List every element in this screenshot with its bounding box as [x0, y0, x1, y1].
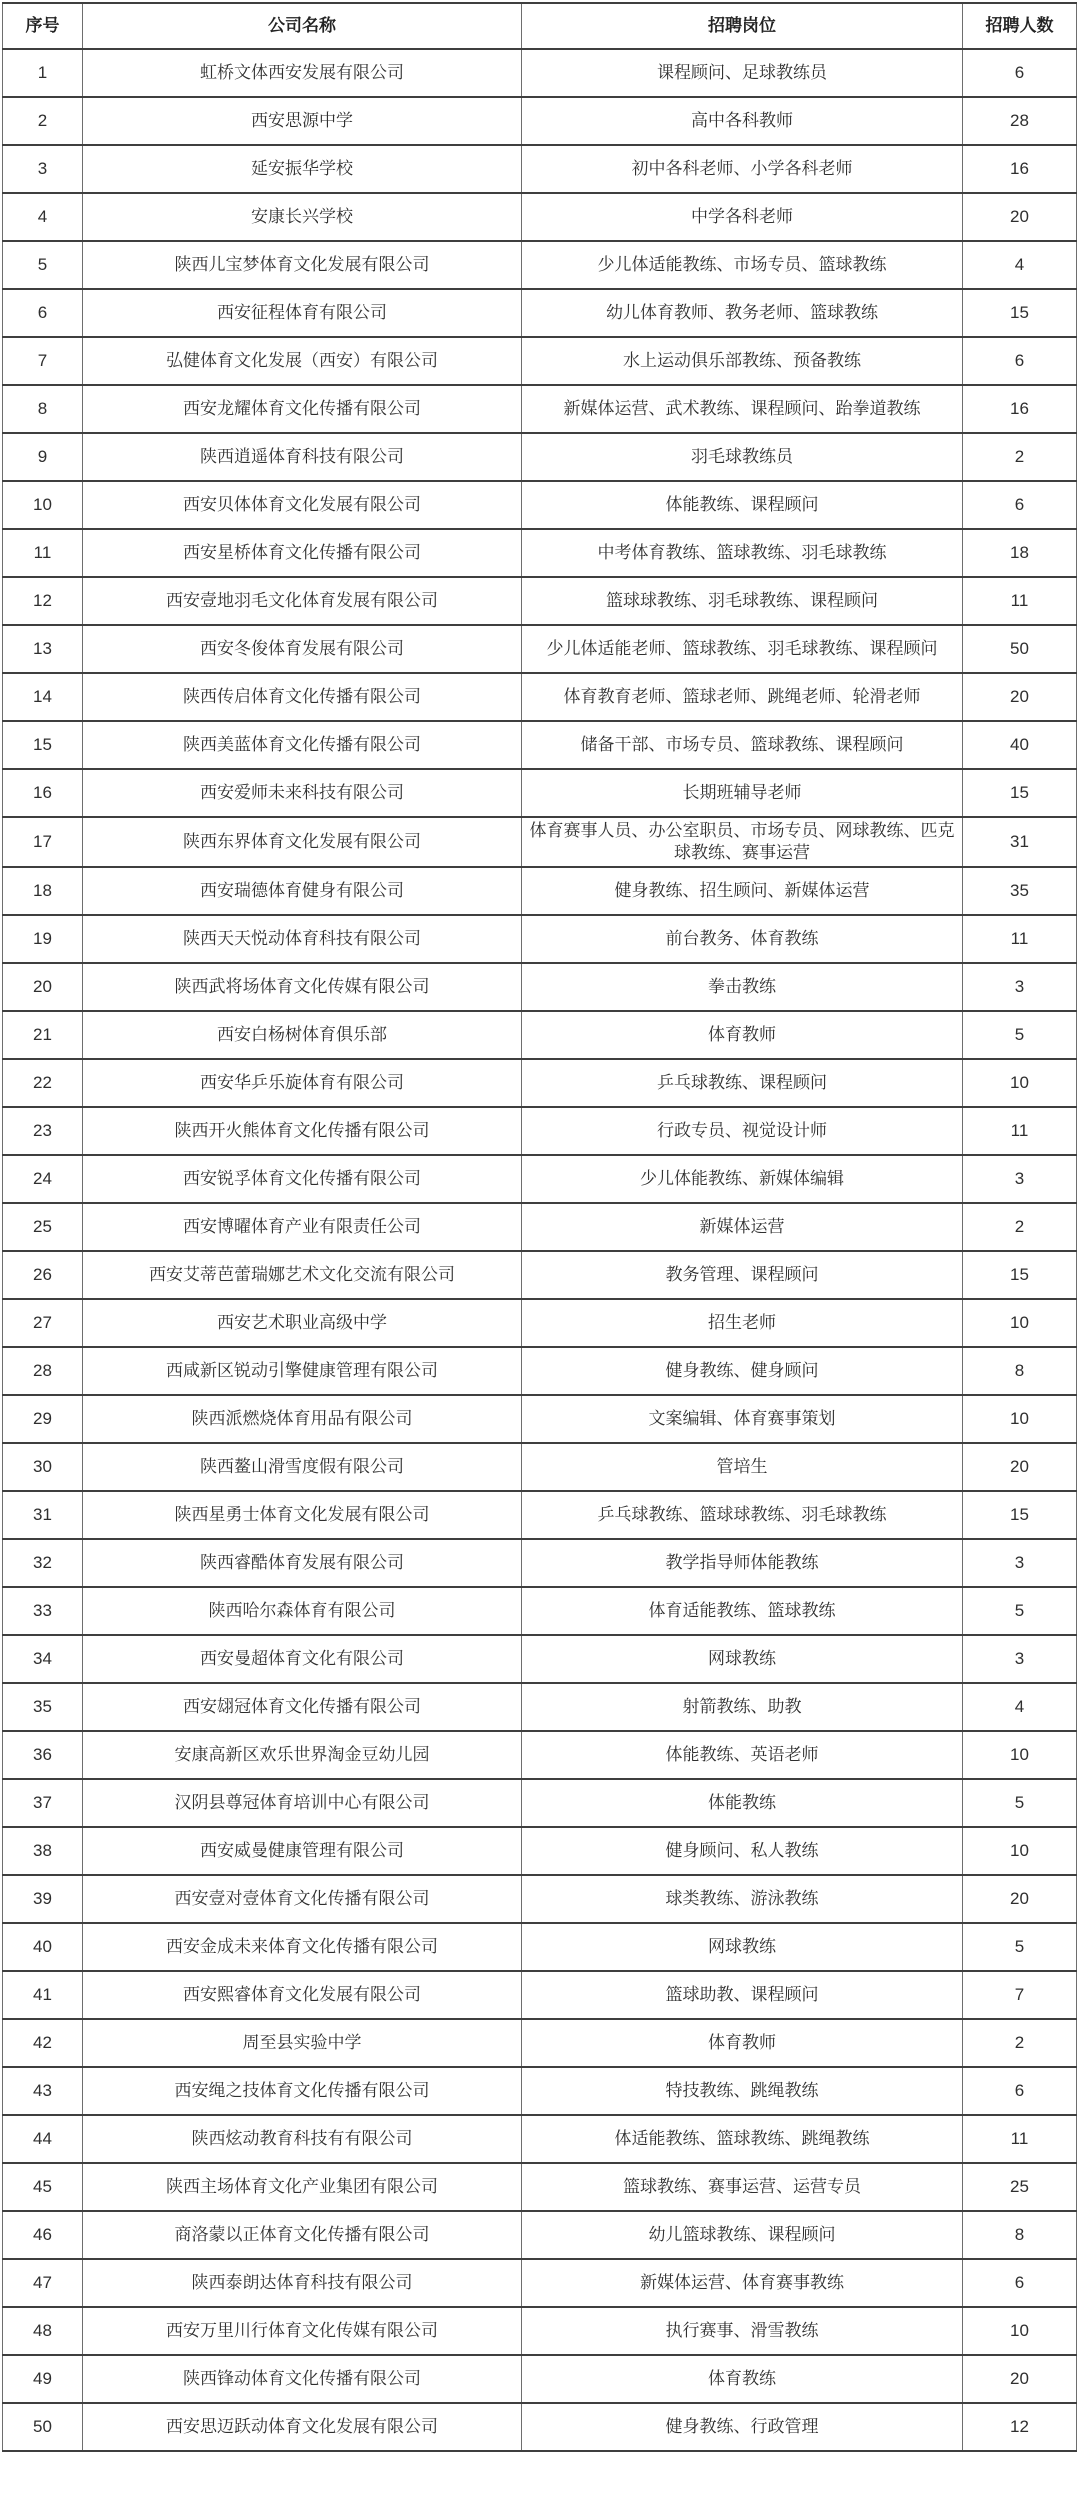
count-cell: 7 [963, 1971, 1077, 2019]
positions-cell: 体能教练 [522, 1779, 963, 1827]
company-cell: 安康长兴学校 [83, 193, 522, 241]
count-cell: 3 [963, 963, 1077, 1011]
count-cell: 16 [963, 385, 1077, 433]
row-number-cell: 48 [3, 2307, 83, 2355]
positions-cell: 健身教练、招生顾问、新媒体运营 [522, 867, 963, 915]
company-cell: 西安白杨树体育俱乐部 [83, 1011, 522, 1059]
positions-cell: 健身教练、健身顾问 [522, 1347, 963, 1395]
count-cell: 28 [963, 97, 1077, 145]
positions-cell: 新媒体运营、体育赛事教练 [522, 2259, 963, 2307]
count-cell: 15 [963, 1251, 1077, 1299]
table-row [3, 1347, 1077, 1395]
count-cell: 15 [963, 769, 1077, 817]
row-number-cell: 44 [3, 2115, 83, 2163]
count-cell: 6 [963, 49, 1077, 97]
company-cell: 周至县实验中学 [83, 2019, 522, 2067]
table-row [3, 867, 1077, 915]
positions-cell: 水上运动俱乐部教练、预备教练 [522, 337, 963, 385]
positions-cell: 乒乓球教练、课程顾问 [522, 1059, 963, 1107]
positions-cell: 网球教练 [522, 1923, 963, 1971]
positions-cell: 储备干部、市场专员、篮球教练、课程顾问 [522, 721, 963, 769]
header-headcount: 招聘人数 [963, 3, 1077, 49]
company-cell: 陕西主场体育文化产业集团有限公司 [83, 2163, 522, 2211]
positions-cell: 行政专员、视觉设计师 [522, 1107, 963, 1155]
count-cell: 11 [963, 577, 1077, 625]
positions-cell: 执行赛事、滑雪教练 [522, 2307, 963, 2355]
company-cell: 西安艾蒂芭蕾瑞娜艺术文化交流有限公司 [83, 1251, 522, 1299]
positions-cell: 篮球教练、赛事运营、运营专员 [522, 2163, 963, 2211]
table-row [3, 817, 1077, 867]
count-cell: 50 [963, 625, 1077, 673]
count-cell: 2 [963, 1203, 1077, 1251]
row-number-cell: 27 [3, 1299, 83, 1347]
row-number-cell: 41 [3, 1971, 83, 2019]
table-row [3, 1443, 1077, 1491]
positions-cell: 健身教练、行政管理 [522, 2403, 963, 2451]
count-cell: 20 [963, 1875, 1077, 1923]
table-row [3, 2211, 1077, 2259]
table-row [3, 337, 1077, 385]
positions-cell: 招生老师 [522, 1299, 963, 1347]
count-cell: 8 [963, 1347, 1077, 1395]
company-cell: 陕西锋动体育文化传播有限公司 [83, 2355, 522, 2403]
company-cell: 西安绳之技体育文化传播有限公司 [83, 2067, 522, 2115]
row-number-cell: 45 [3, 2163, 83, 2211]
table-row [3, 1299, 1077, 1347]
table-row [3, 385, 1077, 433]
row-number-cell: 21 [3, 1011, 83, 1059]
row-number-cell: 5 [3, 241, 83, 289]
table-row [3, 1059, 1077, 1107]
positions-cell: 少儿体适能教练、市场专员、篮球教练 [522, 241, 963, 289]
count-cell: 4 [963, 241, 1077, 289]
company-cell: 陕西派燃烧体育用品有限公司 [83, 1395, 522, 1443]
row-number-cell: 1 [3, 49, 83, 97]
row-number-cell: 6 [3, 289, 83, 337]
row-number-cell: 10 [3, 481, 83, 529]
positions-cell: 中考体育教练、篮球教练、羽毛球教练 [522, 529, 963, 577]
positions-cell: 篮球球教练、羽毛球教练、课程顾问 [522, 577, 963, 625]
company-cell: 西咸新区锐动引擎健康管理有限公司 [83, 1347, 522, 1395]
positions-cell: 羽毛球教练员 [522, 433, 963, 481]
positions-cell: 中学各科老师 [522, 193, 963, 241]
count-cell: 3 [963, 1635, 1077, 1683]
company-cell: 西安星桥体育文化传播有限公司 [83, 529, 522, 577]
table-row [3, 1731, 1077, 1779]
positions-cell: 体育赛事人员、办公室职员、市场专员、网球教练、匹克球教练、赛事运营 [522, 817, 963, 867]
count-cell: 5 [963, 1923, 1077, 1971]
count-cell: 20 [963, 1443, 1077, 1491]
positions-cell: 管培生 [522, 1443, 963, 1491]
row-number-cell: 3 [3, 145, 83, 193]
count-cell: 4 [963, 1683, 1077, 1731]
row-number-cell: 7 [3, 337, 83, 385]
table-row [3, 2163, 1077, 2211]
count-cell: 6 [963, 2259, 1077, 2307]
table-row [3, 1011, 1077, 1059]
positions-cell: 球类教练、游泳教练 [522, 1875, 963, 1923]
recruitment-table-container [2, 2, 1076, 2452]
company-cell: 陕西鳌山滑雪度假有限公司 [83, 1443, 522, 1491]
table-row [3, 2355, 1077, 2403]
count-cell: 8 [963, 2211, 1077, 2259]
positions-cell: 教学指导师体能教练 [522, 1539, 963, 1587]
count-cell: 15 [963, 1491, 1077, 1539]
positions-cell: 射箭教练、助教 [522, 1683, 963, 1731]
row-number-cell: 31 [3, 1491, 83, 1539]
header-row [3, 3, 1077, 49]
row-number-cell: 40 [3, 1923, 83, 1971]
table-row [3, 1155, 1077, 1203]
table-row [3, 577, 1077, 625]
count-cell: 15 [963, 289, 1077, 337]
company-cell: 陕西武将场体育文化传媒有限公司 [83, 963, 522, 1011]
row-number-cell: 16 [3, 769, 83, 817]
count-cell: 2 [963, 2019, 1077, 2067]
company-cell: 西安万里川行体育文化传媒有限公司 [83, 2307, 522, 2355]
positions-cell: 高中各科教师 [522, 97, 963, 145]
table-row [3, 1491, 1077, 1539]
company-cell: 西安壹地羽毛文化体育发展有限公司 [83, 577, 522, 625]
table-row [3, 1539, 1077, 1587]
positions-cell: 体育教育老师、篮球老师、跳绳老师、轮滑老师 [522, 673, 963, 721]
company-cell: 陕西睿酷体育发展有限公司 [83, 1539, 522, 1587]
row-number-cell: 2 [3, 97, 83, 145]
company-cell: 陕西天天悦动体育科技有限公司 [83, 915, 522, 963]
company-cell: 陕西哈尔森体育有限公司 [83, 1587, 522, 1635]
table-row [3, 1395, 1077, 1443]
company-cell: 西安威曼健康管理有限公司 [83, 1827, 522, 1875]
row-number-cell: 13 [3, 625, 83, 673]
company-cell: 弘健体育文化发展（西安）有限公司 [83, 337, 522, 385]
count-cell: 6 [963, 2067, 1077, 2115]
count-cell: 5 [963, 1587, 1077, 1635]
count-cell: 31 [963, 817, 1077, 867]
company-cell: 西安熙睿体育文化发展有限公司 [83, 1971, 522, 2019]
table-row [3, 1827, 1077, 1875]
positions-cell: 新媒体运营、武术教练、课程顾问、跆拳道教练 [522, 385, 963, 433]
table-row [3, 433, 1077, 481]
table-row [3, 1923, 1077, 1971]
positions-cell: 特技教练、跳绳教练 [522, 2067, 963, 2115]
row-number-cell: 25 [3, 1203, 83, 1251]
count-cell: 5 [963, 1779, 1077, 1827]
count-cell: 2 [963, 433, 1077, 481]
table-row [3, 49, 1077, 97]
table-row [3, 2403, 1077, 2451]
row-number-cell: 17 [3, 817, 83, 867]
company-cell: 西安征程体育有限公司 [83, 289, 522, 337]
company-cell: 西安艺术职业高级中学 [83, 1299, 522, 1347]
count-cell: 10 [963, 1299, 1077, 1347]
table-row [3, 625, 1077, 673]
company-cell: 西安思迈跃动体育文化发展有限公司 [83, 2403, 522, 2451]
table-row [3, 2307, 1077, 2355]
table-row [3, 1203, 1077, 1251]
row-number-cell: 36 [3, 1731, 83, 1779]
row-number-cell: 26 [3, 1251, 83, 1299]
count-cell: 3 [963, 1539, 1077, 1587]
table-row [3, 2259, 1077, 2307]
table-row [3, 1635, 1077, 1683]
positions-cell: 体育教练 [522, 2355, 963, 2403]
positions-cell: 体能教练、课程顾问 [522, 481, 963, 529]
positions-cell: 少儿体能教练、新媒体编辑 [522, 1155, 963, 1203]
positions-cell: 体育教师 [522, 2019, 963, 2067]
company-cell: 西安冬俊体育发展有限公司 [83, 625, 522, 673]
row-number-cell: 47 [3, 2259, 83, 2307]
count-cell: 10 [963, 2307, 1077, 2355]
count-cell: 6 [963, 337, 1077, 385]
row-number-cell: 42 [3, 2019, 83, 2067]
company-cell: 西安龙耀体育文化传播有限公司 [83, 385, 522, 433]
row-number-cell: 29 [3, 1395, 83, 1443]
positions-cell: 长期班辅导老师 [522, 769, 963, 817]
count-cell: 25 [963, 2163, 1077, 2211]
company-cell: 安康高新区欢乐世界淘金豆幼儿园 [83, 1731, 522, 1779]
table-row [3, 529, 1077, 577]
count-cell: 35 [963, 867, 1077, 915]
row-number-cell: 24 [3, 1155, 83, 1203]
table-row [3, 963, 1077, 1011]
row-number-cell: 34 [3, 1635, 83, 1683]
table-row [3, 673, 1077, 721]
table-row [3, 145, 1077, 193]
header-serial-number: 序号 [3, 3, 83, 49]
row-number-cell: 38 [3, 1827, 83, 1875]
table-row [3, 2115, 1077, 2163]
table-row [3, 2019, 1077, 2067]
positions-cell: 少儿体适能老师、篮球教练、羽毛球教练、课程顾问 [522, 625, 963, 673]
company-cell: 西安思源中学 [83, 97, 522, 145]
table-header [3, 3, 1077, 49]
company-cell: 陕西炫动教育科技有有限公司 [83, 2115, 522, 2163]
positions-cell: 前台教务、体育教练 [522, 915, 963, 963]
company-cell: 西安锐孚体育文化传播有限公司 [83, 1155, 522, 1203]
row-number-cell: 8 [3, 385, 83, 433]
count-cell: 10 [963, 1395, 1077, 1443]
row-number-cell: 37 [3, 1779, 83, 1827]
table-row [3, 481, 1077, 529]
count-cell: 40 [963, 721, 1077, 769]
positions-cell: 初中各科老师、小学各科老师 [522, 145, 963, 193]
row-number-cell: 33 [3, 1587, 83, 1635]
row-number-cell: 20 [3, 963, 83, 1011]
count-cell: 3 [963, 1155, 1077, 1203]
company-cell: 西安曼超体育文化有限公司 [83, 1635, 522, 1683]
table-row [3, 289, 1077, 337]
row-number-cell: 28 [3, 1347, 83, 1395]
company-cell: 陕西东界体育文化发展有限公司 [83, 817, 522, 867]
positions-cell: 健身顾问、私人教练 [522, 1827, 963, 1875]
header-company-name: 公司名称 [83, 3, 522, 49]
positions-cell: 体适能教练、篮球教练、跳绳教练 [522, 2115, 963, 2163]
positions-cell: 课程顾问、足球教练员 [522, 49, 963, 97]
company-cell: 西安壹对壹体育文化传播有限公司 [83, 1875, 522, 1923]
company-cell: 陕西美蓝体育文化传播有限公司 [83, 721, 522, 769]
row-number-cell: 35 [3, 1683, 83, 1731]
count-cell: 6 [963, 481, 1077, 529]
table-row [3, 915, 1077, 963]
row-number-cell: 23 [3, 1107, 83, 1155]
company-cell: 陕西儿宝梦体育文化发展有限公司 [83, 241, 522, 289]
row-number-cell: 9 [3, 433, 83, 481]
company-cell: 商洛蒙以正体育文化传播有限公司 [83, 2211, 522, 2259]
positions-cell: 拳击教练 [522, 963, 963, 1011]
row-number-cell: 50 [3, 2403, 83, 2451]
count-cell: 12 [963, 2403, 1077, 2451]
company-cell: 陕西星勇士体育文化发展有限公司 [83, 1491, 522, 1539]
table-row [3, 721, 1077, 769]
header-positions: 招聘岗位 [522, 3, 963, 49]
positions-cell: 幼儿篮球教练、课程顾问 [522, 2211, 963, 2259]
row-number-cell: 19 [3, 915, 83, 963]
table-row [3, 1587, 1077, 1635]
positions-cell: 文案编辑、体育赛事策划 [522, 1395, 963, 1443]
company-cell: 西安华乒乐旋体育有限公司 [83, 1059, 522, 1107]
count-cell: 20 [963, 193, 1077, 241]
table-row [3, 769, 1077, 817]
table-row [3, 1971, 1077, 2019]
count-cell: 11 [963, 915, 1077, 963]
row-number-cell: 12 [3, 577, 83, 625]
company-cell: 西安翃冠体育文化传播有限公司 [83, 1683, 522, 1731]
table-row [3, 1107, 1077, 1155]
count-cell: 5 [963, 1011, 1077, 1059]
company-cell: 陕西传启体育文化传播有限公司 [83, 673, 522, 721]
row-number-cell: 39 [3, 1875, 83, 1923]
positions-cell: 幼儿体育教师、教务老师、篮球教练 [522, 289, 963, 337]
positions-cell: 体育适能教练、篮球教练 [522, 1587, 963, 1635]
row-number-cell: 22 [3, 1059, 83, 1107]
positions-cell: 体育教师 [522, 1011, 963, 1059]
count-cell: 10 [963, 1059, 1077, 1107]
company-cell: 延安振华学校 [83, 145, 522, 193]
recruitment-table [2, 2, 1077, 2452]
row-number-cell: 30 [3, 1443, 83, 1491]
count-cell: 10 [963, 1731, 1077, 1779]
row-number-cell: 14 [3, 673, 83, 721]
row-number-cell: 32 [3, 1539, 83, 1587]
positions-cell: 篮球助教、课程顾问 [522, 1971, 963, 2019]
row-number-cell: 46 [3, 2211, 83, 2259]
table-row [3, 1251, 1077, 1299]
count-cell: 10 [963, 1827, 1077, 1875]
count-cell: 16 [963, 145, 1077, 193]
company-cell: 西安博曜体育产业有限责任公司 [83, 1203, 522, 1251]
row-number-cell: 4 [3, 193, 83, 241]
count-cell: 18 [963, 529, 1077, 577]
count-cell: 20 [963, 673, 1077, 721]
table-row [3, 1683, 1077, 1731]
row-number-cell: 18 [3, 867, 83, 915]
row-number-cell: 15 [3, 721, 83, 769]
table-row [3, 193, 1077, 241]
positions-cell: 网球教练 [522, 1635, 963, 1683]
positions-cell: 新媒体运营 [522, 1203, 963, 1251]
table-row [3, 1875, 1077, 1923]
positions-cell: 教务管理、课程顾问 [522, 1251, 963, 1299]
company-cell: 西安金成未来体育文化传播有限公司 [83, 1923, 522, 1971]
company-cell: 汉阴县尊冠体育培训中心有限公司 [83, 1779, 522, 1827]
company-cell: 西安爱师未来科技有限公司 [83, 769, 522, 817]
table-body [3, 49, 1077, 2451]
count-cell: 11 [963, 2115, 1077, 2163]
company-cell: 陕西开火熊体育文化传播有限公司 [83, 1107, 522, 1155]
positions-cell: 乒乓球教练、篮球球教练、羽毛球教练 [522, 1491, 963, 1539]
company-cell: 陕西泰朗达体育科技有限公司 [83, 2259, 522, 2307]
table-row [3, 97, 1077, 145]
table-row [3, 1779, 1077, 1827]
company-cell: 西安瑞德体育健身有限公司 [83, 867, 522, 915]
table-row [3, 2067, 1077, 2115]
table-row [3, 241, 1077, 289]
count-cell: 20 [963, 2355, 1077, 2403]
count-cell: 11 [963, 1107, 1077, 1155]
company-cell: 陕西逍遥体育科技有限公司 [83, 433, 522, 481]
company-cell: 西安贝体体育文化发展有限公司 [83, 481, 522, 529]
row-number-cell: 43 [3, 2067, 83, 2115]
row-number-cell: 49 [3, 2355, 83, 2403]
row-number-cell: 11 [3, 529, 83, 577]
positions-cell: 体能教练、英语老师 [522, 1731, 963, 1779]
company-cell: 虹桥文体西安发展有限公司 [83, 49, 522, 97]
